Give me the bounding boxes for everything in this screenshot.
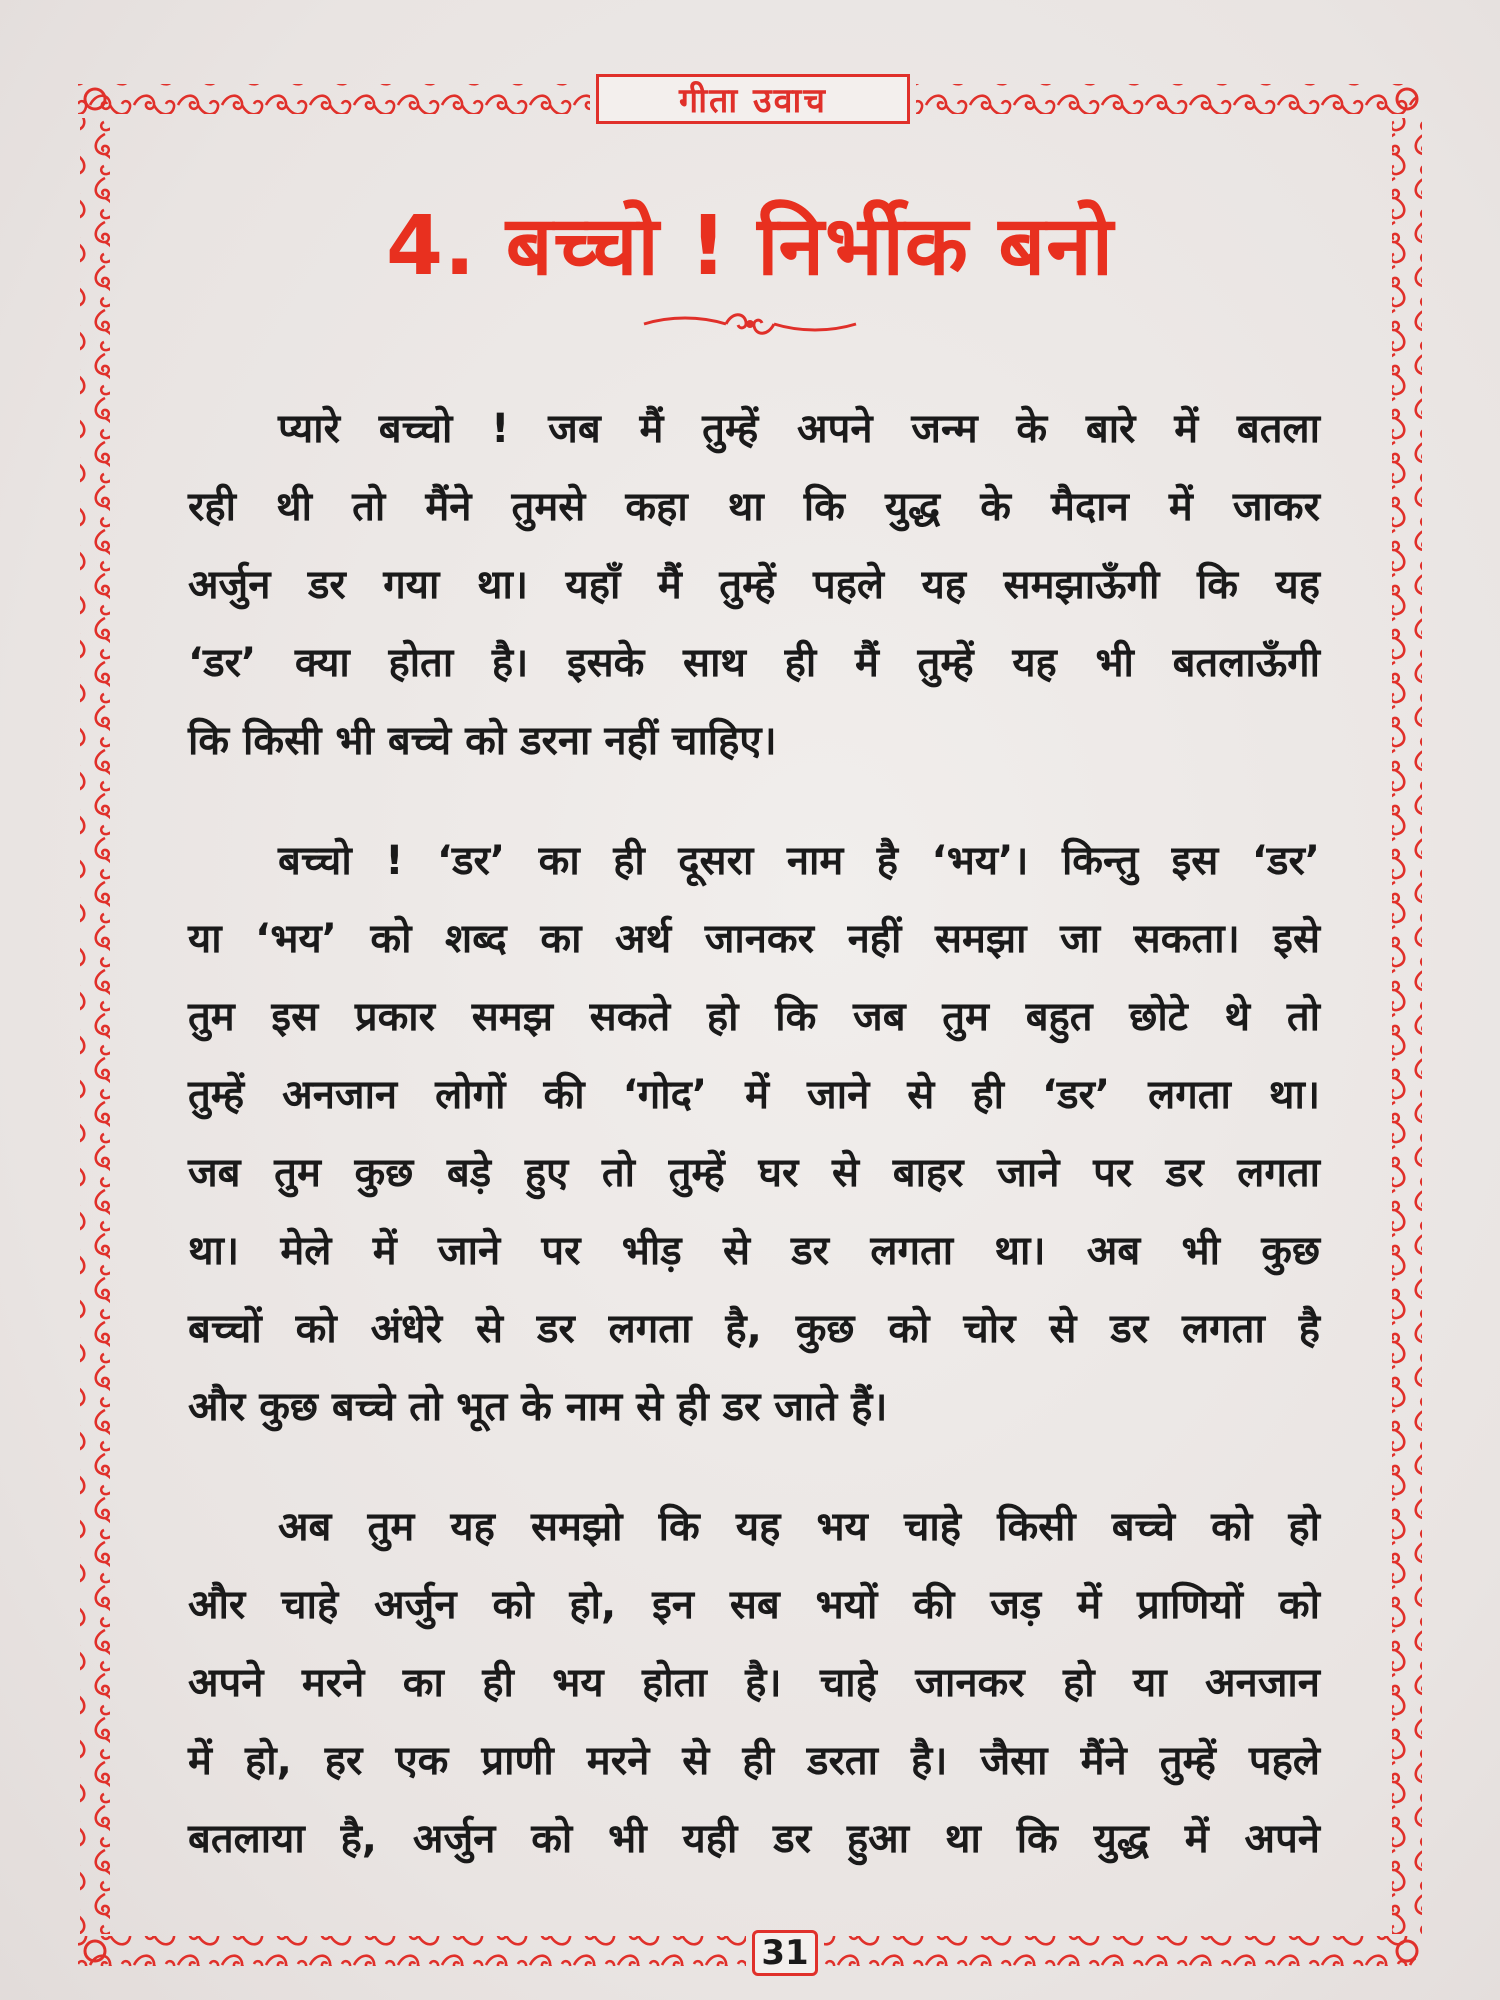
chapter-title: 4. बच्चो ! निर्भीक बनो (385, 199, 1115, 294)
text-line: तुम्हें अनजान लोगों की ‘गोद’ में जाने से ही ‘डर’ लगता था। (188, 1072, 1320, 1118)
header-text: गीता उवाच (679, 81, 827, 121)
text-line: कि किसी भी बच्चे को डरना नहीं चाहिए। (188, 718, 777, 764)
paragraph-3 (188, 1488, 1320, 1878)
text-line: अपने मरने का ही भय होता है। चाहे जानकर हो या अनजान (188, 1660, 1320, 1706)
text-line: में हो, हर एक प्राणी मरने से ही डरता है। जैसा मैंने तुम्हें पहले (188, 1738, 1320, 1784)
title-flourish-ornament (640, 306, 860, 342)
text-line: ‘डर’ क्या होता है। इसके साथ ही मैं तुम्हें यह भी बतलाऊँगी (188, 640, 1320, 686)
text-line: और कुछ बच्चे तो भूत के नाम से ही डर जाते हैं। (188, 1384, 888, 1430)
text-line: जब तुम कुछ बड़े हुए तो तुम्हें घर से बाहर जाने पर डर लगता (188, 1150, 1320, 1196)
text-line: और चाहे अर्जुन को हो, इन सब भयों की जड़ में प्राणियों को (188, 1582, 1320, 1628)
text-line: अब तुम यह समझो कि यह भय चाहे किसी बच्चे को हो (278, 1504, 1320, 1550)
text-line: तुम इस प्रकार समझ सकते हो कि जब तुम बहुत छोटे थे तो (188, 994, 1320, 1040)
page-number: 31 (752, 1930, 818, 1976)
text-line: बच्चों को अंधेरे से डर लगता है, कुछ को चोर से डर लगता है (188, 1306, 1320, 1352)
book-header-label (596, 74, 910, 124)
text-line: अर्जुन डर गया था। यहाँ मैं तुम्हें पहले यह समझाऊँगी कि यह (188, 562, 1320, 608)
text-line: बच्चो ! ‘डर’ का ही दूसरा नाम है ‘भय’। किन्तु इस ‘डर’ (278, 838, 1320, 884)
paragraph-2 (188, 822, 1320, 1446)
text-line: या ‘भय’ को शब्द का अर्थ जानकर नहीं समझा जा सकता। इसे (188, 916, 1320, 962)
text-line: था। मेले में जाने पर भीड़ से डर लगता था। अब भी कुछ (188, 1228, 1320, 1274)
chapter-body (188, 390, 1320, 1920)
text-line: बतलाया है, अर्जुन को भी यही डर हुआ था कि युद्ध में अपने (188, 1816, 1320, 1862)
text-line: रही थी तो मैंने तुमसे कहा था कि युद्ध के मैदान में जाकर (188, 484, 1320, 530)
text-line: प्यारे बच्चो ! जब मैं तुम्हें अपने जन्म के बारे में बतला (278, 406, 1320, 452)
paragraph-1 (188, 390, 1320, 780)
